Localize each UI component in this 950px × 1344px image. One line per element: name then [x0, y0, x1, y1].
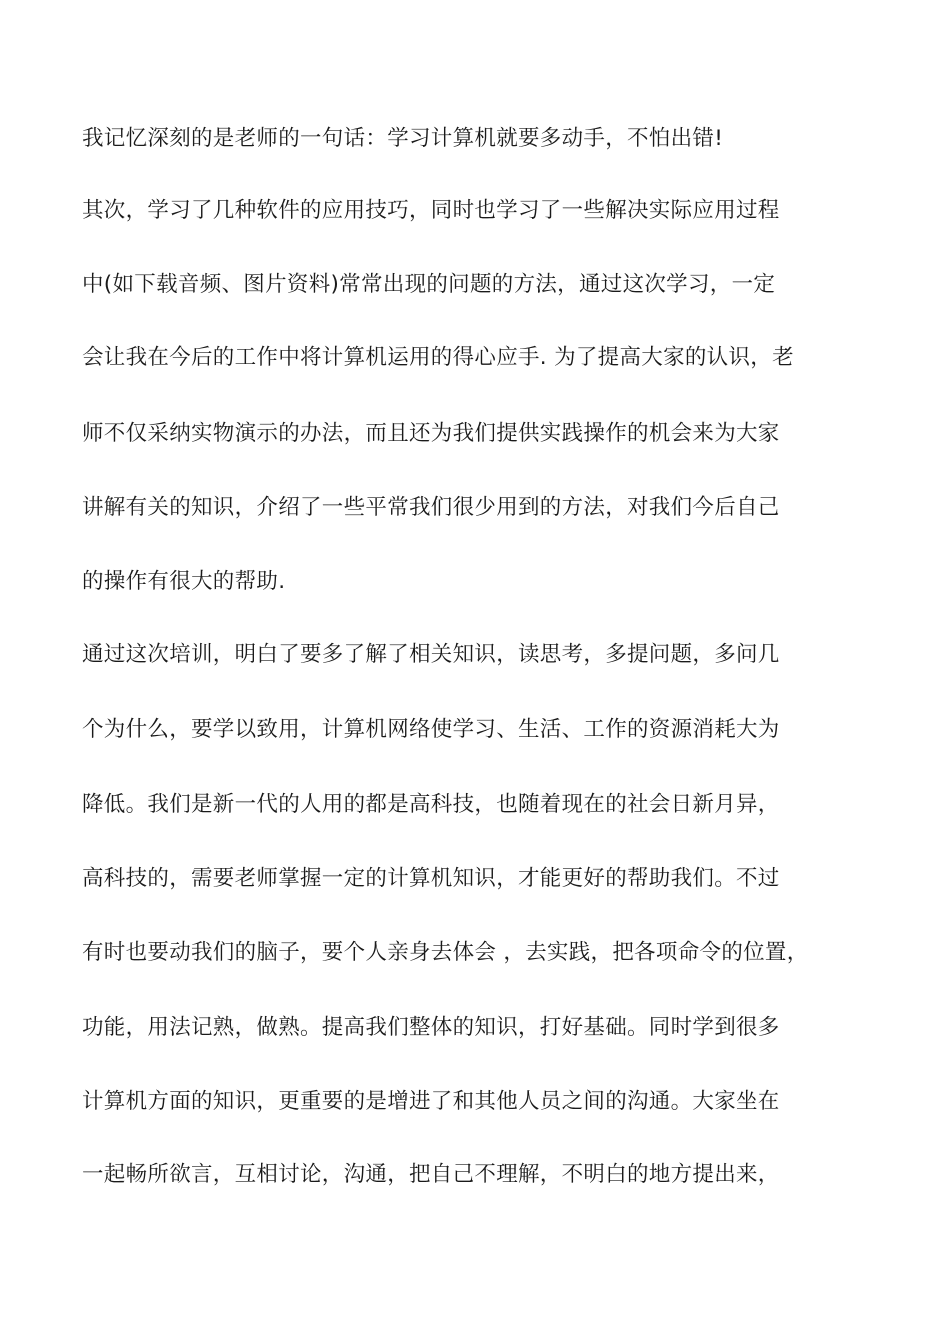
text-line-9: 个为什么，要学以致用，计算机网络使学习、生活、工作的资源消耗大为: [82, 717, 780, 742]
text-line-1: 我记忆深刻的是老师的一句话：学习计算机就要多动手，不怕出错!: [82, 126, 724, 151]
text-line-6: 讲解有关的知识，介绍了一些平常我们很少用到的方法，对我们今后自己: [82, 495, 780, 520]
text-line-14: 计算机方面的知识，更重要的是增进了和其他人员之间的沟通。大家坐在: [82, 1089, 780, 1114]
text-line-11: 高科技的，需要老师掌握一定的计算机知识，才能更好的帮助我们。不过: [82, 866, 780, 891]
text-line-4: 会让我在今后的工作中将计算机运用的得心应手. 为了提高大家的认识，老: [82, 345, 794, 370]
text-line-8: 通过这次培训，明白了要多了解了相关知识，读思考，多提问题，多问几: [82, 642, 780, 667]
text-line-15: 一起畅所欲言，互相讨论，沟通，把自己不理解，不明白的地方提出来，: [82, 1162, 780, 1187]
text-line-13: 功能，用法记熟，做熟。提高我们整体的知识，打好基础。同时学到很多: [82, 1015, 780, 1040]
text-line-7: 的操作有很大的帮助.: [82, 569, 286, 594]
text-line-2: 其次，学习了几种软件的应用技巧，同时也学习了一些解决实际应用过程: [82, 198, 780, 223]
text-line-10: 降低。我们是新一代的人用的都是高科技，也随着现在的社会日新月异，: [82, 792, 780, 817]
text-line-3: 中(如下载音频、图片资料)常常出现的问题的方法，通过这次学习，一定: [82, 272, 776, 297]
text-line-12: 有时也要动我们的脑子，要个人亲身去体会 ，去实践，把各项命令的位置，: [82, 940, 809, 965]
text-line-5: 师不仅采纳实物演示的办法，而且还为我们提供实践操作的机会来为大家: [82, 421, 780, 446]
